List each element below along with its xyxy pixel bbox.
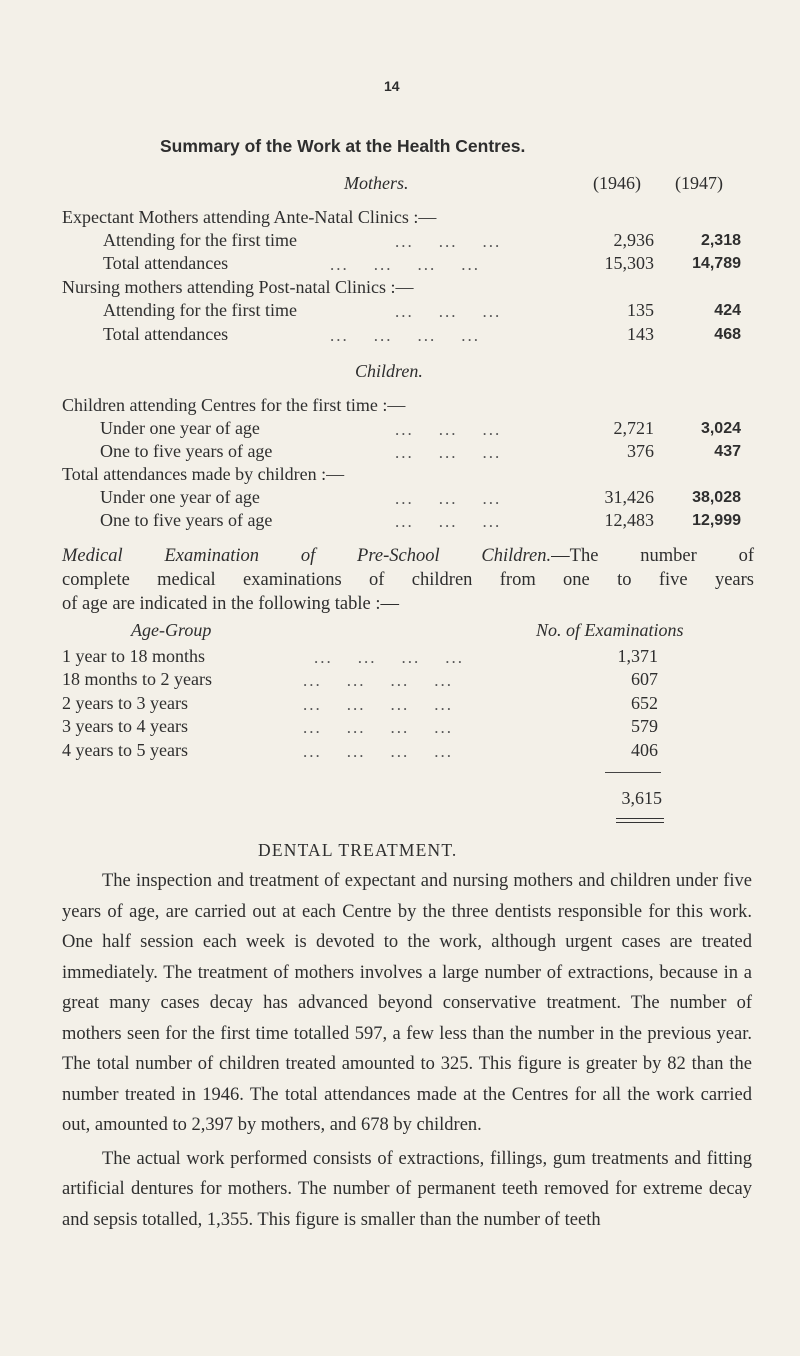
dental-heading: DENTAL TREATMENT. [258, 840, 458, 860]
dental-body [62, 866, 752, 1235]
exam-count: 579 [631, 716, 658, 736]
medical-intro-line1 [62, 546, 754, 567]
mothers-section-antenatal: Expectant Mothers attending Ante-Natal Clinics :— [62, 207, 437, 227]
value-1947: 2,318 [700, 232, 741, 249]
value-1946: 31,426 [604, 487, 654, 507]
leader-dots: ... ... ... ... [330, 326, 480, 345]
value-1947: 3,024 [700, 420, 741, 437]
value-1947: 14,789 [692, 255, 741, 272]
row-label: Total attendances [103, 253, 229, 273]
double-rule [616, 818, 664, 823]
leader-dots: ... ... ... [395, 443, 502, 462]
value-1946: 2,936 [613, 230, 654, 250]
age-group: 18 months to 2 years [62, 669, 212, 689]
leader-dots: ... ... ... ... [303, 742, 453, 761]
exam-count: 1,371 [617, 646, 658, 666]
leader-dots: ... ... ... ... [303, 695, 453, 714]
children-heading: Children. [355, 361, 423, 381]
exam-total: 3,615 [621, 788, 662, 808]
age-group: 4 years to 5 years [62, 740, 188, 760]
children-section-total: Total attendances made by children :— [62, 464, 345, 484]
value-1947: 437 [714, 443, 741, 460]
leader-dots: ... ... ... [395, 420, 502, 439]
leader-dots: ... ... ... [395, 302, 502, 321]
page-title: Summary of the Work at the Health Centres. [160, 136, 526, 156]
medical-intro-line2: complete medical examinations of children from one to five years [62, 570, 754, 590]
row-label: One to five years of age [100, 441, 273, 461]
leader-dots: ... ... ... ... [303, 671, 453, 690]
row-label: Total attendances [103, 324, 229, 344]
row-label: Under one year of age [100, 418, 260, 438]
medical-intro-line3: of age are indicated in the following table :— [62, 594, 399, 614]
value-1947: 12,999 [692, 512, 741, 529]
leader-dots: ... ... ... ... [330, 255, 480, 274]
exam-count: 607 [631, 669, 658, 689]
mothers-heading: Mothers. [344, 173, 409, 193]
col-header-age-group: Age-Group [131, 620, 212, 640]
row-label: One to five years of age [100, 510, 273, 530]
medical-intro-text: —The number of [551, 546, 754, 566]
value-1947: 424 [714, 302, 741, 319]
mothers-section-postnatal: Nursing mothers attending Post-natal Clinics :— [62, 277, 414, 297]
row-label: Attending for the first time [103, 300, 297, 320]
value-1946: 135 [627, 300, 654, 320]
year-1947-header: (1947) [675, 173, 723, 193]
exam-count: 406 [631, 740, 658, 760]
value-1947: 468 [714, 326, 741, 343]
value-1946: 12,483 [604, 510, 654, 530]
dental-paragraph-2: The actual work performed consists of extractions, fillings, gum treatments and fitting artificial dentures for mothers. The number of permanent teeth removed for extreme decay and sepsis totalled, 1,355. This figure is smaller than the number of teeth [62, 1148, 752, 1230]
leader-dots: ... ... ... ... [314, 648, 464, 667]
year-1946-header: (1946) [593, 173, 641, 193]
value-1946: 143 [627, 324, 654, 344]
value-1947: 38,028 [692, 489, 741, 506]
row-label: Attending for the first time [103, 230, 297, 250]
leader-dots: ... ... ... ... [303, 718, 453, 737]
children-section-first: Children attending Centres for the first time :— [62, 395, 406, 415]
leader-dots: ... ... ... [395, 512, 502, 531]
value-1946: 2,721 [613, 418, 654, 438]
col-header-examinations: No. of Examinations [536, 620, 684, 640]
medical-intro-italic: Medical Examination of Pre-School Children. [62, 546, 552, 566]
total-rule [605, 772, 661, 773]
age-group: 2 years to 3 years [62, 693, 188, 713]
value-1946: 15,303 [604, 253, 654, 273]
page-number: 14 [384, 78, 400, 94]
exam-count: 652 [631, 693, 658, 713]
leader-dots: ... ... ... [395, 489, 502, 508]
dental-paragraph-1: The inspection and treatment of expectant and nursing mothers and children under five years of age, are carried out at each Centre by the three dentists responsible for this work. One half session each week is devoted to the work, although urgent cases are treated immediately. The treatment of mothers involves a large number of extractions, because in a great many cases decay has advanced beyond conservative treatment. The number of mothers seen for the first time totalled 597, a few less than the number in the previous year. The total number of children treated amounted to 325. This figure is greater by 82 than the number treated in 1946. The total attendances made at the Centres for all the work carried out, amounted to 2,397 by mothers, and 678 by children. [62, 871, 752, 1135]
row-label: Under one year of age [100, 487, 260, 507]
age-group: 3 years to 4 years [62, 716, 188, 736]
leader-dots: ... ... ... [395, 232, 502, 251]
value-1946: 376 [627, 441, 654, 461]
age-group: 1 year to 18 months [62, 646, 205, 666]
